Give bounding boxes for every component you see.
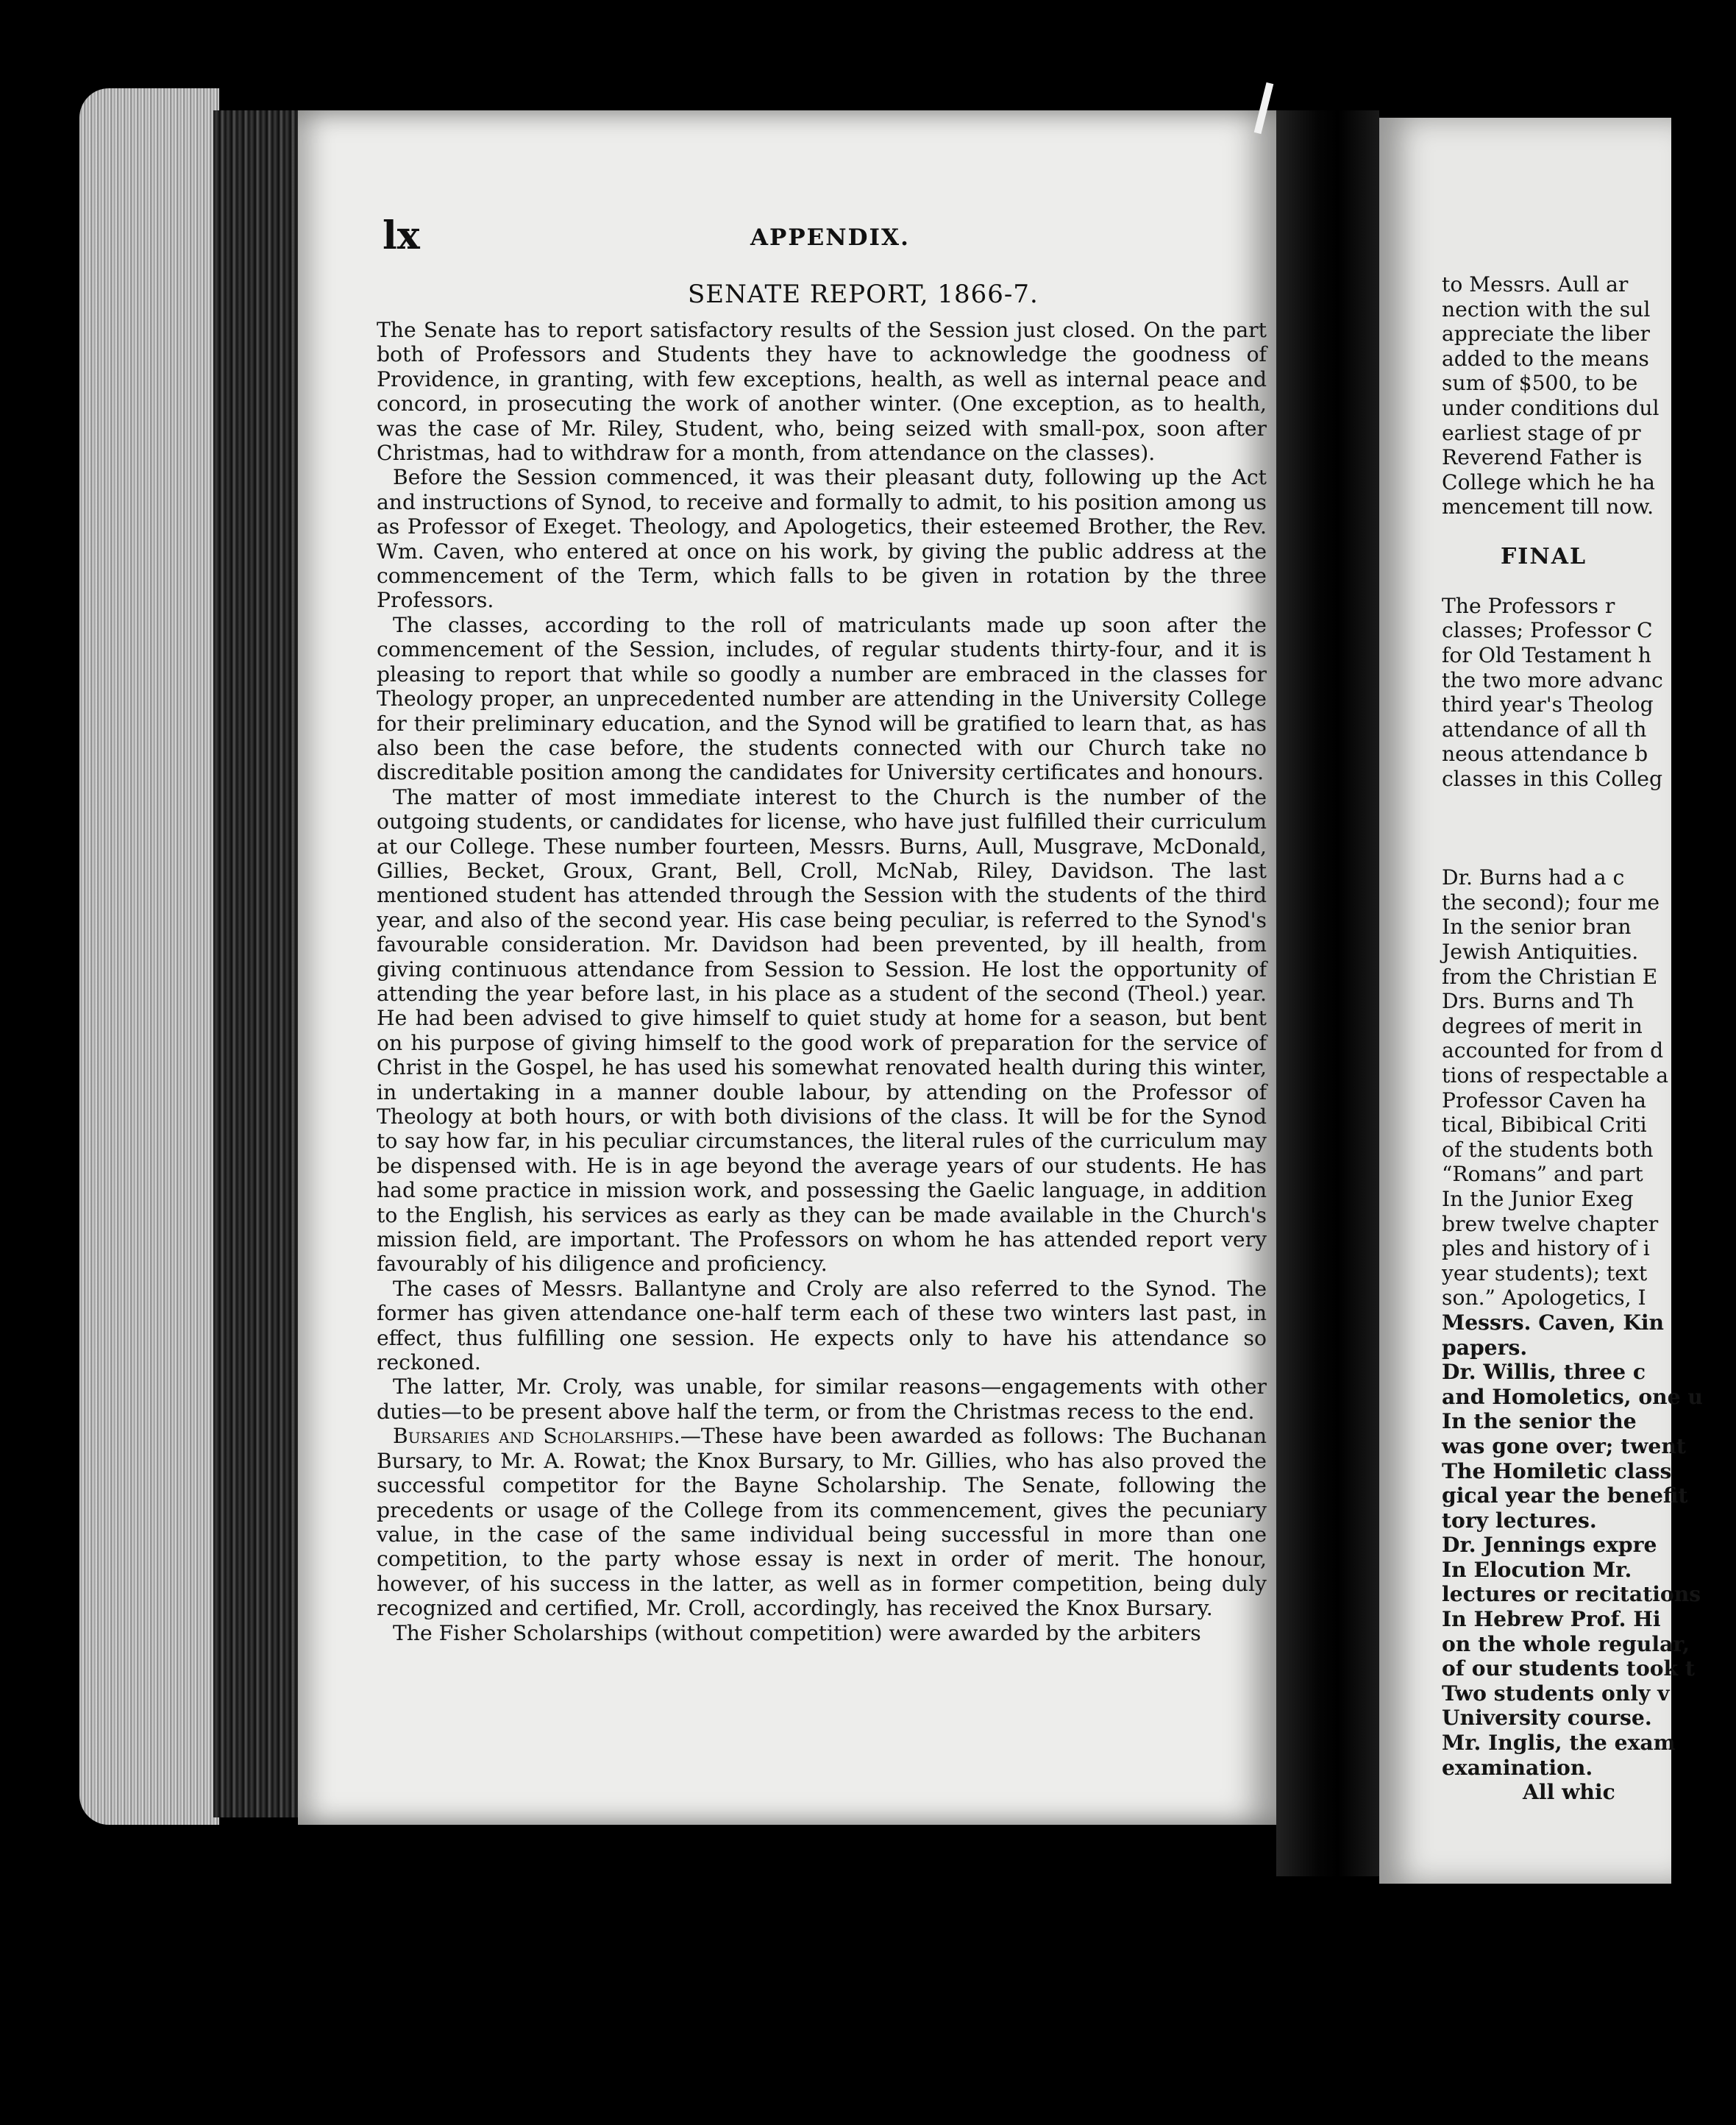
paragraph: Before the Session commenced, it was their pleasant duty, following up the Act and instructions of Synod, to receive and formally to admit, to his position among us as Professor of Exeget. Theology, and Apologetics, their esteemed Brother, the Rev. Wm. Caven, who entered at once on his work, by giving the public address at the commencement of the Term, which falls to be given in rotation by the three Professors. [377,465,1267,613]
right-page-line: degrees of merit in [1442,1013,1643,1038]
right-page-line: the second); four me [1442,890,1660,915]
right-page-line: added to the means [1442,346,1649,371]
right-page-line: examination. [1442,1755,1593,1780]
right-page-line: Dr. Jennings expre [1442,1533,1657,1558]
right-page-line: Dr. Willis, three c [1442,1360,1646,1385]
right-page-line: In Elocution Mr. [1442,1557,1632,1582]
right-page-line: Professor Caven ha [1442,1088,1646,1113]
bursaries-paragraph [377,1424,1267,1620]
right-page-line: Dr. Burns had a c [1442,865,1625,890]
right-page-line: third year's Theolog [1442,692,1654,717]
report-title: SENATE REPORT, 1866-7. [688,280,1039,309]
right-page-line: classes in this Colleg [1442,766,1662,791]
right-page-line: Drs. Burns and Th [1442,989,1634,1014]
right-page-line: under conditions dul [1442,395,1659,420]
right-page-line: tions of respectable a [1442,1063,1669,1088]
right-page-line: from the Christian E [1442,964,1658,989]
right-page-line: College which he ha [1442,469,1655,494]
right-page-line: for Old Testament h [1442,642,1651,667]
paragraph: The latter, Mr. Croly, was unable, for similar reasons—engagements with other duties—to be present above half the term, or from the Christmas recess to the end. [377,1374,1267,1424]
right-page-line: brew twelve chapter [1442,1211,1659,1236]
paragraph: The cases of Messrs. Ballantyne and Croly are also referred to the Synod. The former has given attendance one-half term each of these two winters last past, in effect, thus fulfilling one session. He expects only to have his attendance so reckoned. [377,1276,1267,1375]
right-page-line: gical year the benefit [1442,1483,1688,1508]
right-page-line [1442,816,1736,841]
right-page-line: University course. [1442,1706,1652,1731]
right-page-line: In the senior bran [1442,915,1632,940]
right-page-line: FINAL [1501,543,1587,570]
text-column [377,318,1267,1645]
paragraph: The classes, according to the roll of matriculants made up soon after the commencement of the Session, includes, of regular students thirty-four, and it is pleasing to report that while so goodly a number are embraced in the classes for Theology proper, an unprecedented number are attending in the University College for their preliminary education, and the Synod will be gratified to learn that, as has also been the case before, the students connected with our Church take no discreditable position among the candidates for University certificates and honours. [377,612,1267,785]
right-page-line: the two more advanc [1442,667,1663,692]
right-page-line: In Hebrew Prof. Hi [1442,1607,1661,1632]
right-page-line: earliest stage of pr [1442,420,1641,445]
right-page-text [1442,272,1736,1805]
right-page-line: and Homoletics, one u [1442,1384,1703,1409]
right-page-line [1442,791,1736,816]
right-page-line: tory lectures. [1442,1508,1597,1533]
book-gutter [1276,110,1379,1876]
running-head: APPENDIX. [750,224,910,251]
bursaries-heading: Bursaries and Scholarships. [393,1424,680,1449]
right-page-line: tical, Bibibical Criti [1442,1113,1647,1138]
right-page-line: appreciate the liber [1442,322,1650,347]
right-page-line: was gone over; twent [1442,1433,1686,1458]
right-page-line: to Messrs. Aull ar [1442,272,1629,297]
right-page-line: attendance of all th [1442,717,1647,742]
right-page-line: In the Junior Exeg [1442,1186,1634,1211]
right-page-line [1442,519,1736,544]
right-page-line: lectures or recitations [1442,1582,1701,1607]
right-page-line [1442,841,1736,866]
right-page-line: All whic [1523,1780,1615,1805]
right-page-line: year students); text [1442,1260,1648,1285]
right-page-line [1442,569,1736,594]
right-page-line: Reverend Father is [1442,445,1643,470]
right-page-line: ples and history of i [1442,1236,1650,1261]
right-page-line: of our students took t [1442,1656,1695,1681]
right-page-line: of the students both [1442,1137,1654,1162]
last-paragraph: The Fisher Scholarships (without competition) were awarded by the arbiters [393,1620,1201,1645]
right-page-line: The Professors r [1442,593,1615,618]
right-page-line: neous attendance b [1442,742,1648,767]
page-number: lx [383,213,420,258]
right-page-line: Two students only v [1442,1681,1670,1706]
right-page-line: In the senior the [1442,1409,1637,1434]
right-page-line: accounted for from d [1442,1038,1664,1063]
right-page-line: The Homiletic class [1442,1458,1672,1483]
paragraph: The matter of most immediate interest to the Church is the number of the outgoing students, or candidates for license, who have just fulfilled their curriculum at our College. These number fourteen, Messrs. Burns, Aull, Musgrave, McDonald, Gillies, Becket, Groux, Grant, Bell, Croll, McNab, Riley, Davidson. The last mentioned student has attended through the Session with the students of the third year, and also of the second year. His case being peculiar, is referred to the Synod's favourable consideration. Mr. Davidson had been prevented, by ill health, from giving continuous attendance from Session to Session. He lost the opportunity of attending the year before last, in his place as a student of the second (Theol.) year. He had been advised to give himself to quiet study at home for a season, but bent on his purpose of giving himself to the good work of preparation for the service of Christ in the Gospel, he has used his somewhat renovated health during this winter, in undertaking in a manner double labour, by attending on the Professor of Theology at both hours, or with both divisions of the class. It will be for the Synod to say how far, in his peculiar circumstances, the literal rules of the curriculum may be dispensed with. He is in age beyond the average years of our students. He has had some practice in mission work, and possessing the Gaelic language, in addition to the English, his services as early as they can be made available in the Church's mission field, are important. The Professors on whom he has attended report very favourably of his diligence and proficiency. [377,784,1267,1277]
right-page-line: Jewish Antiquities. [1442,940,1639,965]
paragraph: The Senate has to report satisfactory results of the Session just closed. On the part both of Professors and Students they have to acknowledge the goodness of Providence, in granting, with few exceptions, health, as well as internal peace and concord, in prosecuting the work of another winter. (One exception, as to health, was the case of Mr. Riley, Student, who, being seized with small-pox, soon after Christmas, had to withdraw for a month, from attendance on the classes). [377,318,1267,466]
right-page-line: Messrs. Caven, Kin [1442,1310,1665,1335]
right-page-line: Mr. Inglis, the exam [1442,1731,1676,1756]
right-page-line: classes; Professor C [1442,618,1653,643]
right-page-line: mencement till now. [1442,494,1654,519]
book-page-edges-dark [213,110,302,1817]
right-page-line: sum of $500, to be [1442,371,1638,396]
right-page-line: son.” Apologetics, I [1442,1285,1646,1310]
book-page-edges [79,88,219,1825]
right-page-line: nection with the sul [1442,297,1651,322]
bursaries-text: —These have been awarded as follows: The Buchanan Bursary, to Mr. A. Rowat; the Knox Bursary, to Mr. Gillies, who has also proved the successful competitor for the Bayne Scholarship. The Senate, following the precedents or usage of the College from its commencement, gives the pecuniary value, in the case of the same individual being successful in more than one competition, to the party whose essay is next in order of merit. The honour, however, of his success in the latter, as well as in former competition, being duly recognized and certified, Mr. Croll, accordingly, has received the Knox Bursary. [377,1424,1267,1621]
right-page-line: papers. [1442,1335,1528,1360]
right-page-line: “Romans” and part [1442,1162,1643,1187]
right-page-line: on the whole regular, [1442,1631,1690,1656]
